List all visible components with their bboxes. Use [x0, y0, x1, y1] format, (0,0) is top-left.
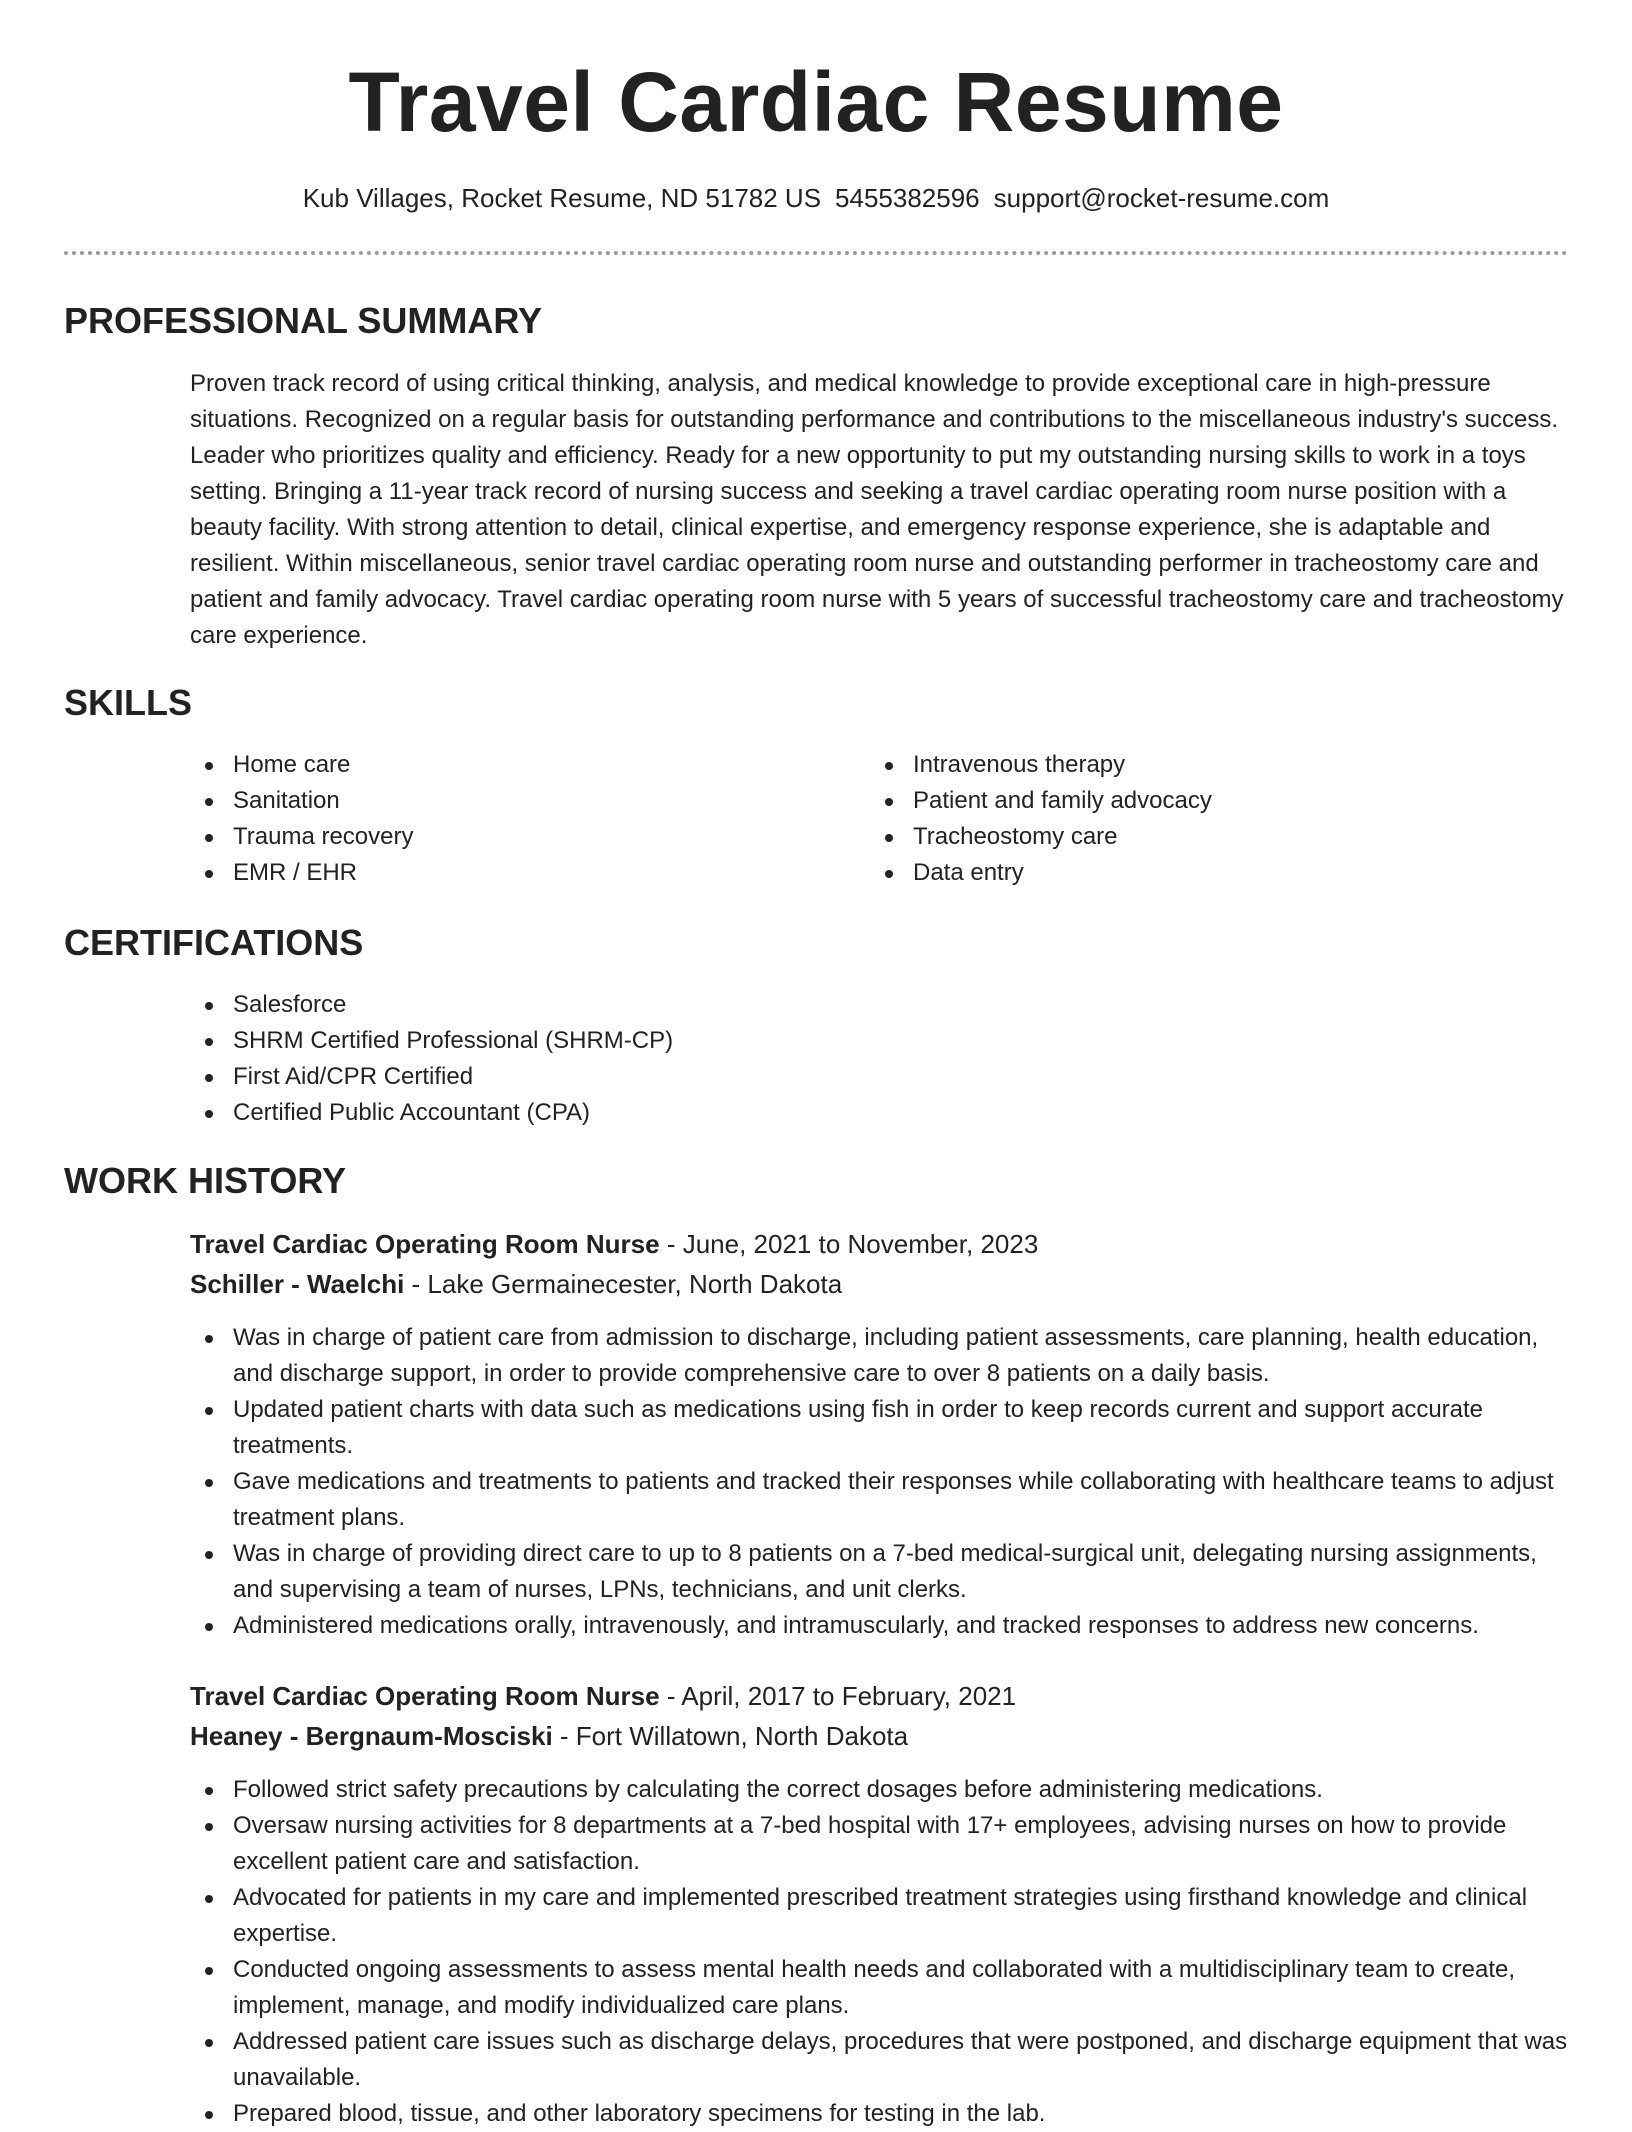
- certification-item: SHRM Certified Professional (SHRM-CP): [190, 1023, 1190, 1059]
- job-company: Schiller - Waelchi: [190, 1269, 405, 1299]
- job-location: - Lake Germainecester, North Dakota: [404, 1269, 843, 1299]
- job-dates: - April, 2017 to February, 2021: [659, 1681, 1017, 1711]
- skill-item: Data entry: [870, 855, 1550, 891]
- job-bullets: [190, 1772, 1570, 2132]
- contact-phone: 5455382596: [835, 183, 980, 213]
- job-bullets: [190, 1320, 1570, 1644]
- job-title-line: [190, 1676, 1016, 1716]
- job-bullet: Followed strict safety precautions by calculating the correct dosages before administering medications.: [190, 1772, 1570, 1808]
- skills-heading: SKILLS: [64, 682, 193, 723]
- job-bullet: Addressed patient care issues such as discharge delays, procedures that were postponed, and discharge equipment that was unavailable.: [190, 2024, 1570, 2096]
- contact-email: support@rocket-resume.com: [993, 183, 1330, 213]
- job-bullet: Updated patient charts with data such as medications using fish in order to keep records current and support accurate treatments.: [190, 1392, 1570, 1464]
- summary-text: Proven track record of using critical thinking, analysis, and medical knowledge to provide exceptional care in high-pressure situations. Recognized on a regular basis for outstanding performance and contributions to the miscellaneous industry's success. Leader who prioritizes quality and efficiency. Ready for a new opportunity to put my outstanding nursing skills to work in a toys setting. Bringing a 11-year track record of nursing success and seeking a travel cardiac operating room nurse position with a beauty facility. With strong attention to detail, clinical expertise, and emergency response experience, she is adaptable and resilient. Within miscellaneous, senior travel cardiac operating room nurse and outstanding performer in tracheostomy care and patient and family advocacy. Travel cardiac operating room nurse with 5 years of successful tracheostomy care and tracheostomy care experience.: [190, 370, 1564, 649]
- job-company: Heaney - Bergnaum-Mosciski: [190, 1721, 553, 1751]
- job-location: - Fort Willatown, North Dakota: [552, 1721, 909, 1751]
- job-bullet: Gave medications and treatments to patients and tracked their responses while collaborating with healthcare teams to adjust treatment plans.: [190, 1464, 1570, 1536]
- job-bullet: Conducted ongoing assessments to assess mental health needs and collaborated with a multidisciplinary team to create, implement, manage, and modify individualized care plans.: [190, 1952, 1570, 2024]
- job-title: Travel Cardiac Operating Room Nurse: [190, 1681, 660, 1711]
- skill-item: Home care: [190, 747, 850, 783]
- work-history-heading: WORK HISTORY: [64, 1160, 347, 1201]
- job-dates: - June, 2021 to November, 2023: [659, 1229, 1039, 1259]
- resume-title: Travel Cardiac Resume: [348, 55, 1284, 149]
- job-bullet: Was in charge of patient care from admission to discharge, including patient assessments, care planning, health education, and discharge support, in order to provide comprehensive care to over 8 patients on a daily basis.: [190, 1320, 1570, 1392]
- job-bullet: Administered medications orally, intravenously, and intramuscularly, and tracked responses to address new concerns.: [190, 1608, 1570, 1644]
- job-bullet: Oversaw nursing activities for 8 departments at a 7-bed hospital with 17+ employees, advising nurses on how to provide excellent patient care and satisfaction.: [190, 1808, 1570, 1880]
- skills-list-left: [190, 747, 850, 891]
- skill-item: EMR / EHR: [190, 855, 850, 891]
- contact-address: Kub Villages, Rocket Resume, ND 51782 US: [302, 183, 822, 213]
- certifications-list: [190, 987, 1190, 1131]
- skill-item: Tracheostomy care: [870, 819, 1550, 855]
- certification-item: Salesforce: [190, 987, 1190, 1023]
- job-title: Travel Cardiac Operating Room Nurse: [190, 1229, 660, 1259]
- skills-list-right: [870, 747, 1550, 891]
- job-bullet: Was in charge of providing direct care to up to 8 patients on a 7-bed medical-surgical unit, delegating nursing assignments, and supervising a team of nurses, LPNs, technicians, and unit clerks.: [190, 1536, 1570, 1608]
- skill-item: Patient and family advocacy: [870, 783, 1550, 819]
- summary-heading: PROFESSIONAL SUMMARY: [64, 300, 543, 341]
- certifications-heading: CERTIFICATIONS: [64, 922, 364, 963]
- header-divider: [64, 251, 1568, 255]
- job-title-line: [190, 1224, 1038, 1264]
- skill-item: Intravenous therapy: [870, 747, 1550, 783]
- job-bullet: Prepared blood, tissue, and other laboratory specimens for testing in the lab.: [190, 2096, 1570, 2132]
- skill-item: Trauma recovery: [190, 819, 850, 855]
- job-company-line: [190, 1264, 842, 1304]
- job-company-line: [190, 1716, 908, 1756]
- job-bullet: Advocated for patients in my care and implemented prescribed treatment strategies using firsthand knowledge and clinical expertise.: [190, 1880, 1570, 1952]
- skill-item: Sanitation: [190, 783, 850, 819]
- certification-item: Certified Public Accountant (CPA): [190, 1095, 1190, 1131]
- certification-item: First Aid/CPR Certified: [190, 1059, 1190, 1095]
- contact-line: [0, 180, 1632, 216]
